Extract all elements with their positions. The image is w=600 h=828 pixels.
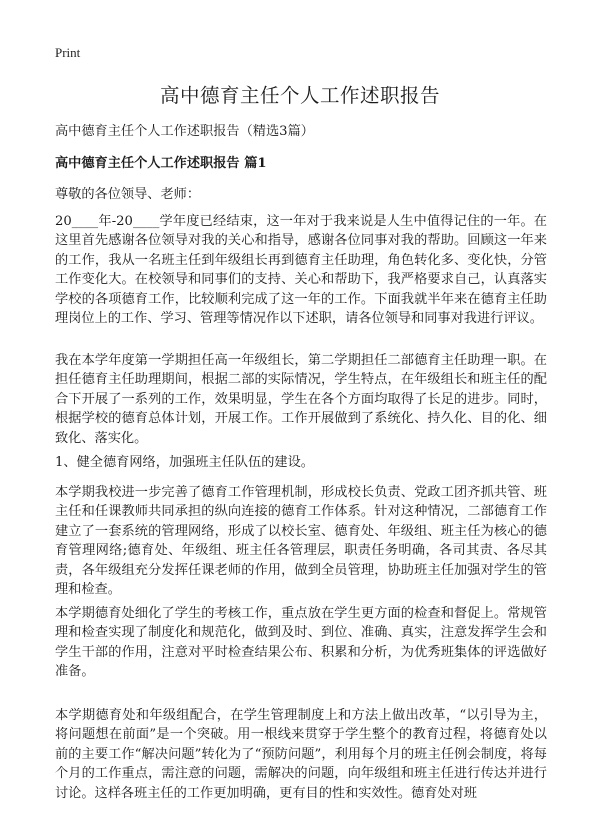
- document-subtitle: 高中德育主任个人工作述职报告（精选3篇）: [55, 124, 314, 139]
- document-title: 高中德育主任个人工作述职报告: [159, 84, 440, 107]
- paragraph-5: 本学期德育处细化了学生的考核工作，重点放在学生更方面的检查和督促上。常规管理和检查实现了制度化和规范化，做到及时、到位、准确、真实，注意发挥学生会和学生干部的作用，注意对平时检查结果公布、积累和分析，为优秀班集体的评选做好准备。: [55, 606, 547, 680]
- paragraph-2: 我在本学年度第一学期担任高一年级组长，第二学期担任二部德育主任助理一职。在担任德育主任助理期间，根据二部的实际情况，学生特点，在年级组长和班主任的配合下开展了一系列的工作，效果明显，学生在各个方面均取得了长足的进步。同时，根据学校的德育总体计划，开展工作。工作开展做到了系统化、持久化、目的化、细致化、落实化。: [55, 353, 547, 446]
- section-heading: 高中德育主任个人工作述职报告 篇1: [55, 156, 267, 171]
- paragraph-6: 本学期德育处和年级组配合，在学生管理制度上和方法上做出改革，“以引导为主，将问题想在前面”是一个突破。用一根线来贯穿于学生整个的教育过程，将德育处以前的主要工作“解决问题”转化为了“预防问题”，利用每个月的班主任例会制度，将每个月的工作重点，需注意的问题，需解决的问题，向年级组和班主任进行传达并进行讨论。这样各班主任的工作更加明确，更有目的性和实效性。德育处对班: [55, 708, 547, 801]
- paragraph-3: 1、健全德育网络，加强班主任队伍的建设。: [55, 455, 314, 470]
- greeting-line: 尊敬的各位领导、老师：: [55, 187, 201, 202]
- paragraph-1: 20____年-20____学年度已经结束，这一年对于我来说是人生中值得记住的一年。在这里首先感谢各位领导对我的关心和指导，感谢各位同事对我的帮助。回顾这一年来的工作，我从一名班主任到年级组长再到德育主任助理，角色转化多、变化快，分管工作变化大。在校领导和同事们的支持、关心和帮助下，我严格要求自己，认真落实学校的各项德育工作，比较顺利完成了这一年的工作。下面我就半年来在德育主任助理岗位上的工作、学习、管理等情况作以下述职，请各位领导和同事对我进行评议。: [55, 214, 547, 327]
- print-label: Print: [55, 45, 81, 60]
- paragraph-4: 本学期我校进一步完善了德育工作管理机制，形成校长负责、党政工团齐抓共管、班主任和任课教师共同承担的纵向连接的德育工作体系。针对这种情况，二部德育工作建立了一套系统的管理网络，形成了以校长室、德育处、年级组、班主任为核心的德育管理网络;德育处、年级组、班主任各管理层，职责任务明确，各司其责、各尽其责，各年级组充分发挥任课老师的作用，做到全员管理，协助班主任加强对学生的管理和检查。: [55, 485, 547, 598]
